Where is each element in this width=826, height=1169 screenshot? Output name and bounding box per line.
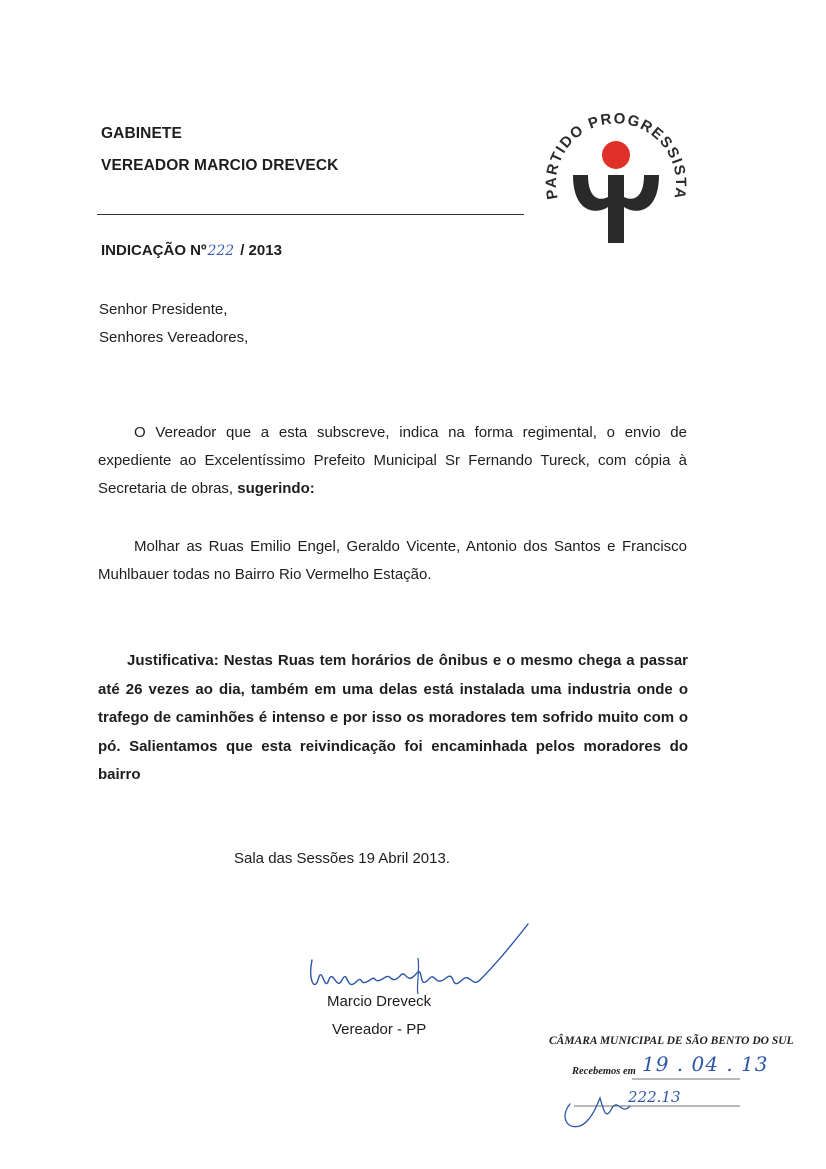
handwritten-number: 222 — [207, 243, 235, 259]
stamp-received-date: 19 . 04 . 13 — [642, 1052, 769, 1076]
place-date: Sala das Sessões 19 Abril 2013. — [234, 850, 450, 867]
office-title: GABINETE — [101, 125, 182, 142]
stamp-protocol-number: 222.13 — [628, 1088, 681, 1106]
paragraph-streets: Molhar as Ruas Emilio Engel, Geraldo Vicente, Antonio dos Santos e Francisco Muhlbauer todas no Bairro Rio Vermelho Estação. — [98, 538, 687, 583]
paragraph-request: O Vereador que a esta subscreve, indica na forma regimental, o envio de expediente ao Excelentíssimo Prefeito Municipal Sr Fernando Tureck, com cópia à Secretaria de obras, sugerindo: — [98, 424, 687, 497]
indication-number: INDICAÇÃO Nº222 / 2013 — [101, 242, 282, 259]
councilor-title: VEREADOR MARCIO DREVECK — [101, 157, 339, 174]
salutation-councilors: Senhores Vereadores, — [99, 329, 249, 346]
signer-name: Marcio Dreveck — [327, 993, 432, 1010]
stamp-title: CÂMARA MUNICIPAL DE SÃO BENTO DO SUL — [549, 1035, 794, 1047]
salutation-president: Senhor Presidente, — [99, 301, 228, 318]
stamp-lines — [560, 1076, 750, 1136]
logo-text: PARTIDO PROGRESSISTA — [542, 110, 690, 202]
party-logo — [540, 105, 690, 250]
stamp-received-label: Recebemos em — [572, 1066, 636, 1077]
header-divider — [97, 214, 524, 215]
logo-red-dot — [602, 141, 630, 169]
paragraph-justification: Justificativa: Nestas Ruas tem horários de ônibus e o mesmo chega a passar até 26 vezes ao dia, também em uma delas está instalada uma industria onde o trafego de caminhões é intenso e por isso os moradores tem sofrido muito com o pó. Salientamos que esta reivindicação foi encaminhada pelos moradores do bairro — [98, 652, 688, 783]
signer-role: Vereador - PP — [332, 1021, 427, 1038]
logo-emblem — [573, 175, 659, 243]
